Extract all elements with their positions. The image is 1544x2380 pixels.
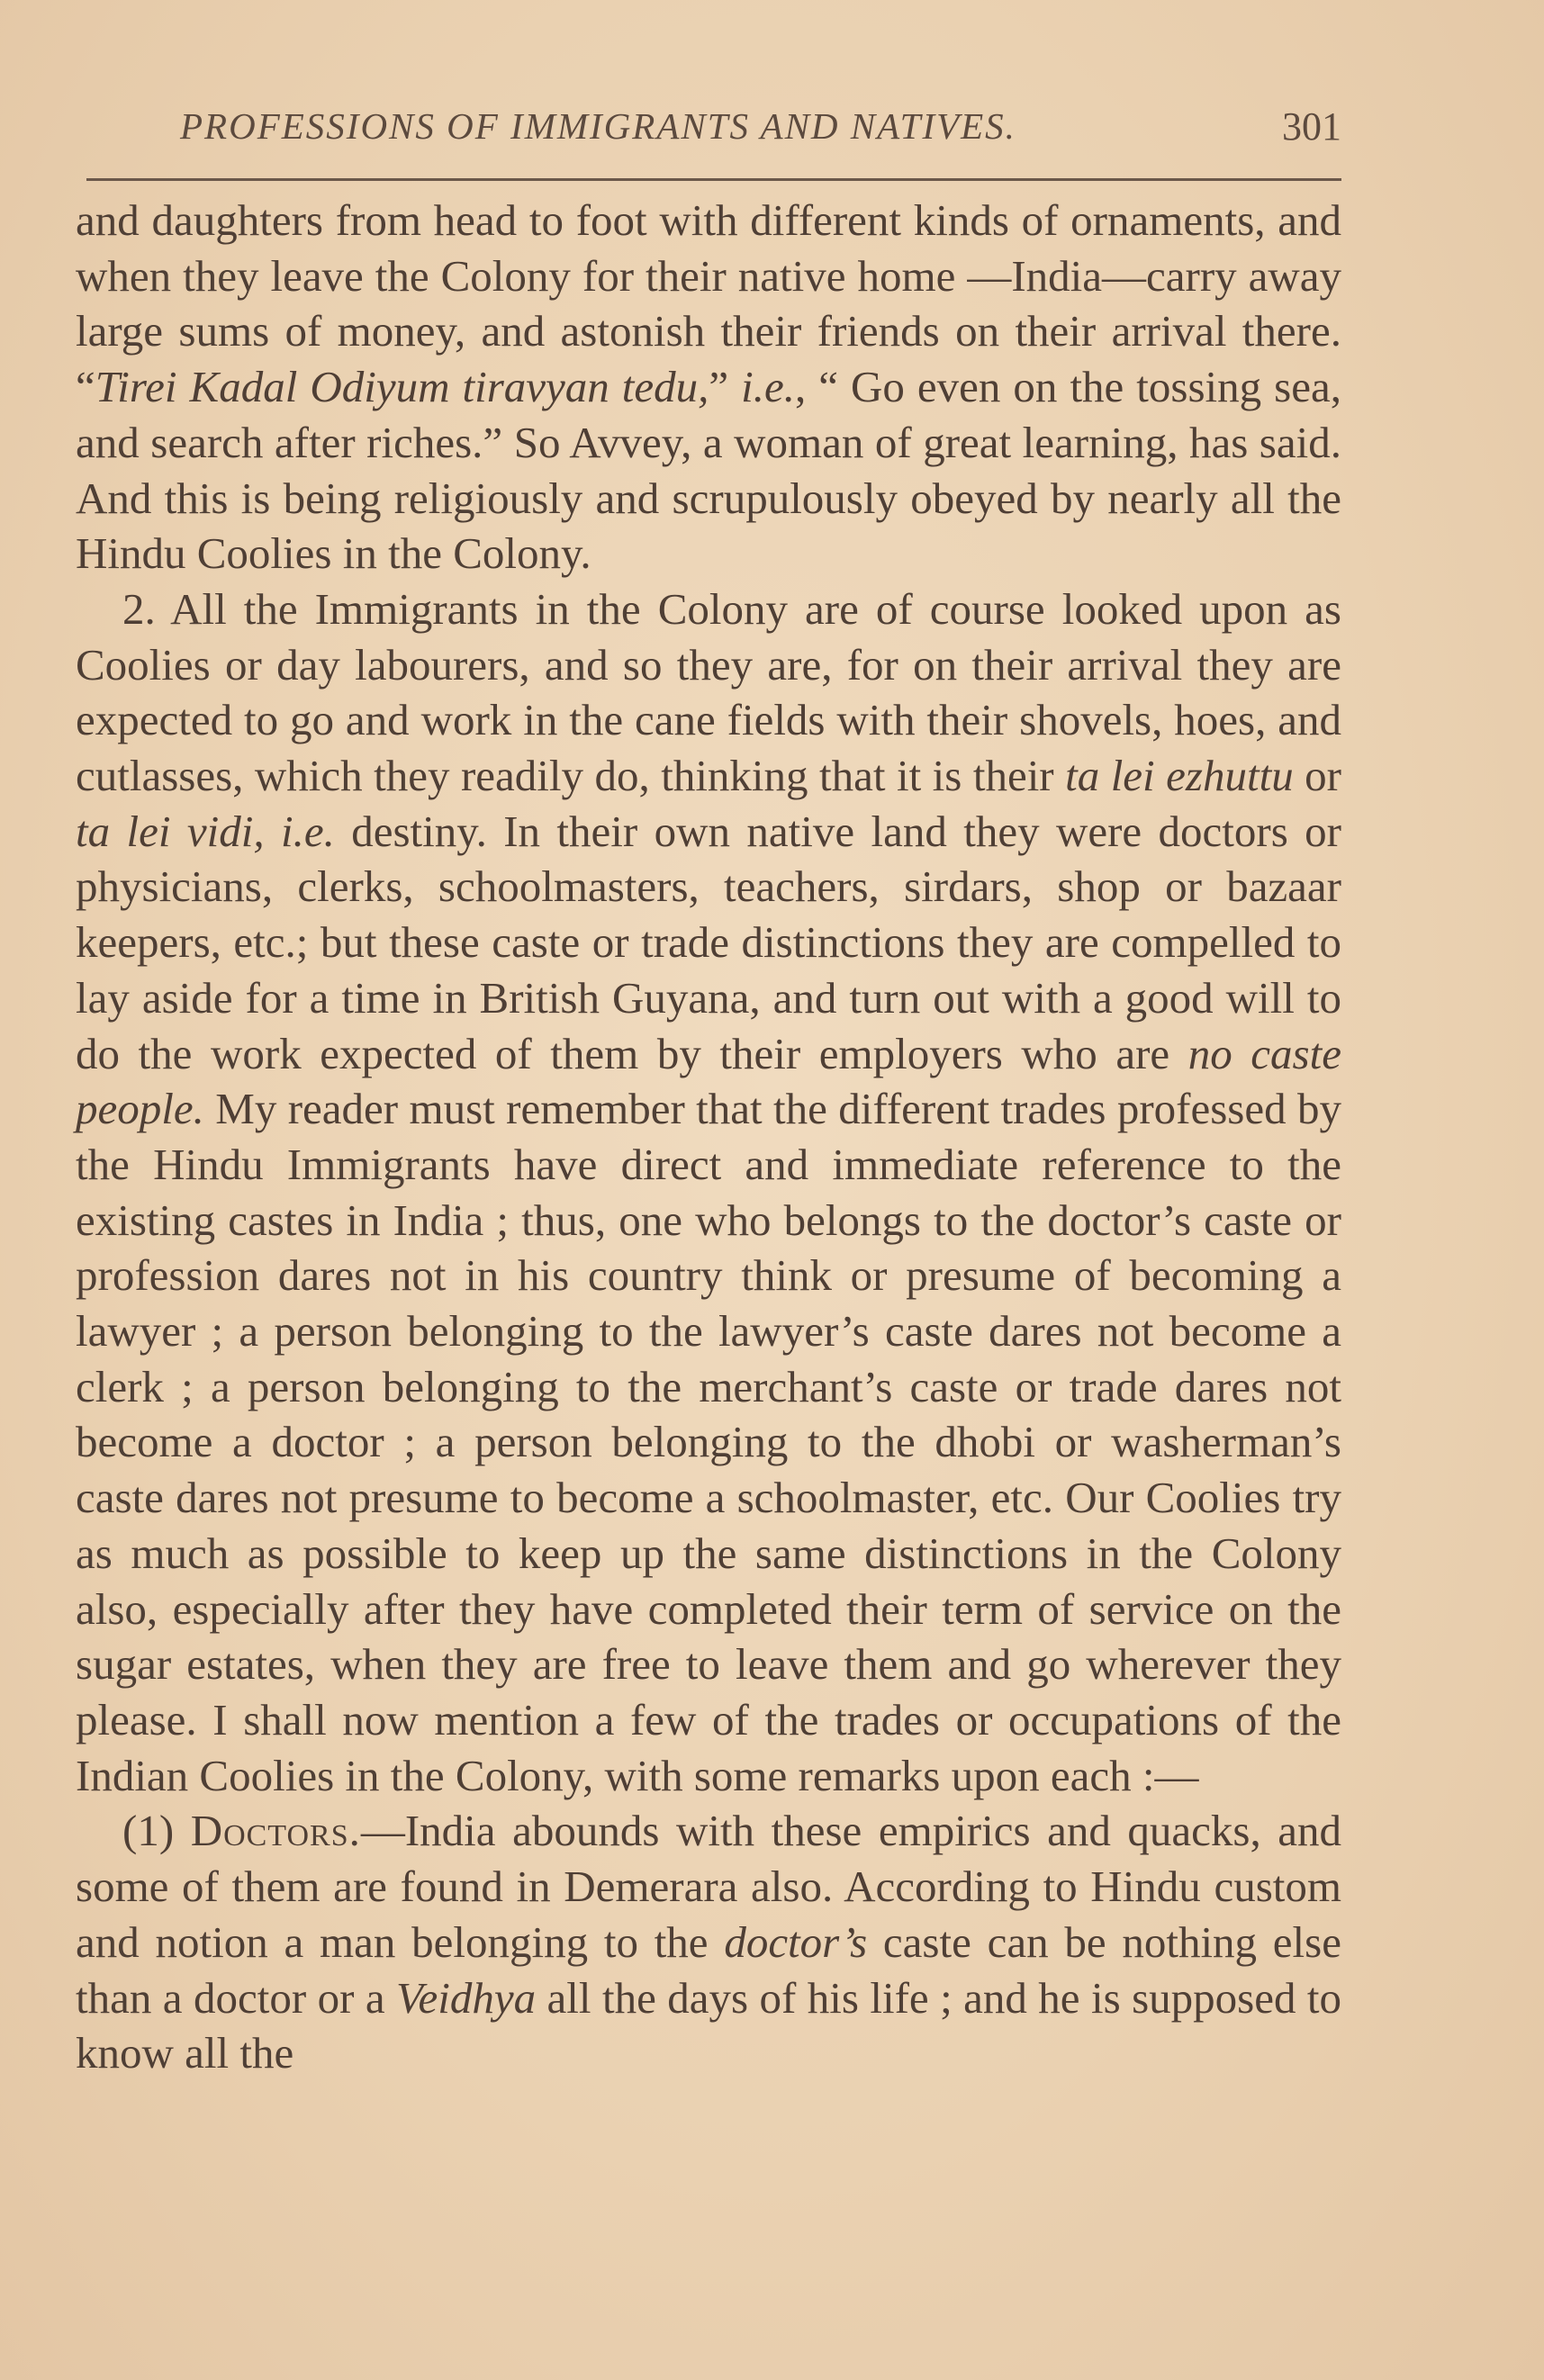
running-header bbox=[180, 90, 1341, 162]
text-span: and daughters from head to foot with different kinds of ornaments, and when they leave the Colony for their native home —India—carry away large sums of money, and astonish their friends on their arrival there. “ bbox=[76, 195, 1341, 412]
text-span: My reader must remember that the different trades professed by the Hindu Immigrants have direct and immediate reference to the existing castes in India ; thus, one who belongs to the doctor’s caste or profession dares not in his country think or presume of becoming a lawyer ; a person belonging to the lawyer’s caste dares not become a clerk ; a person belonging to the merchant’s caste or trade dares not become a doctor ; a person belonging to the dhobi or washerman’s caste dares not presume to become a schoolmaster, etc. Our Coolies try as much as possible to keep up the same distinctions in the Colony also, especially after they have completed their term of service on the sugar estates, when they are free to leave them and go wherever they please. I shall now mention a few of the trades or occupations of the Indian Coolies in the Colony, with some remarks upon each :— bbox=[76, 1084, 1341, 1800]
italic-span: ta lei ezhuttu bbox=[1065, 751, 1294, 801]
paragraph-2 bbox=[76, 581, 1341, 1803]
text-span: all the days of his life ; and he is supposed to know all the bbox=[76, 1972, 1341, 2078]
section-heading: Doctors. bbox=[190, 1806, 361, 1856]
paragraph-3 bbox=[76, 1803, 1341, 2081]
body-text bbox=[76, 193, 1341, 2081]
header-rule bbox=[86, 178, 1341, 181]
italic-span: i.e. bbox=[741, 362, 796, 412]
page-number: 301 bbox=[1282, 104, 1341, 149]
text-span: or bbox=[1293, 751, 1341, 801]
italic-span: Veidhya bbox=[396, 1972, 537, 2023]
italic-span: Tirei Kadal Odiyum tiravyan tedu, bbox=[95, 362, 709, 412]
italic-span: no caste people. bbox=[76, 1028, 1341, 1134]
text-span: —India abounds with these empirics and quacks, and some of them are found in Demerara also. According to Hindu custom and notion a man belonging to the bbox=[76, 1806, 1342, 1967]
italic-span: doctor’s bbox=[724, 1916, 868, 1967]
text-span: ” bbox=[709, 362, 742, 412]
text-span: , “ Go even on the tossing sea, and search after riches.” So Avvey, a woman of great learning, has said. And this is being religiously and scrupulously obeyed by nearly all the Hindu Coolies in the Colony. bbox=[76, 362, 1341, 579]
text-span: 2. All the Immigrants in the Colony are of course looked upon as Coolies or day labourers, and so they are, for on their arrival they are expected to go and work in the cane fields with their shovels, hoes, and cutlasses, which they readily do, thinking that it is their bbox=[76, 583, 1341, 801]
paragraph-1 bbox=[76, 193, 1341, 581]
italic-span: ta lei vidi, i.e. bbox=[76, 806, 335, 856]
text-span: destiny. In their own native land they were doctors or physicians, clerks, schoolmasters, teachers, sirdars, shop or bazaar keepers, etc.; but these caste or trade distinctions they are compelled to lay aside for a time in British Guyana, and turn out with a good will to do the work expected of them by their employers who are bbox=[76, 806, 1342, 1078]
text-span: (1) bbox=[122, 1806, 191, 1856]
text-span: caste can be nothing else than a doctor or a bbox=[76, 1916, 1341, 2023]
running-title: PROFESSIONS OF IMMIGRANTS AND NATIVES. bbox=[180, 105, 1016, 147]
